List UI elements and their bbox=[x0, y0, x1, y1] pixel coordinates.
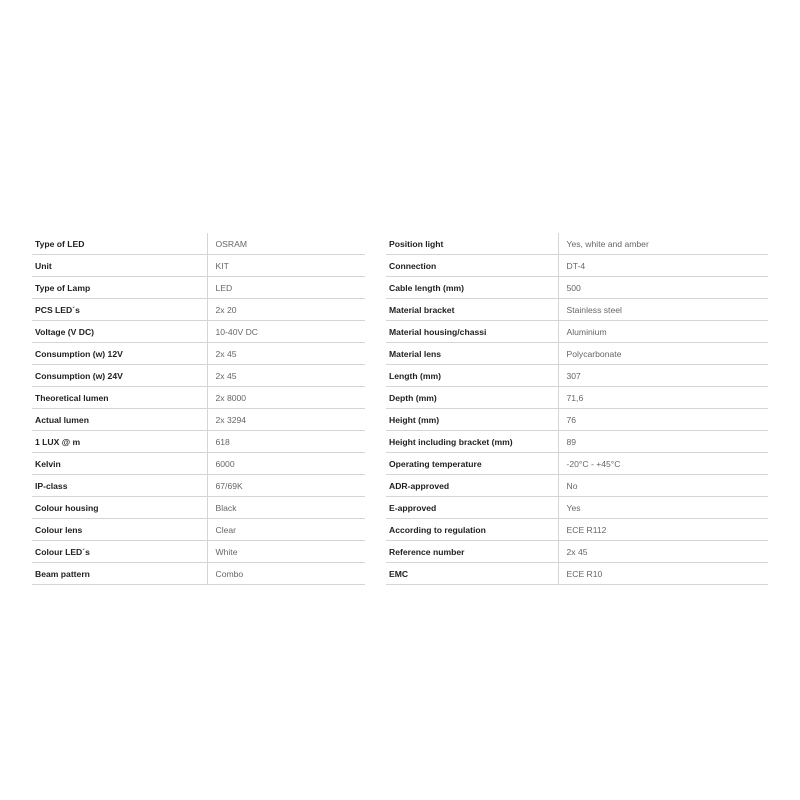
spec-row bbox=[32, 233, 365, 255]
spec-label: Theoretical lumen bbox=[32, 387, 207, 409]
spec-sheet bbox=[32, 233, 768, 579]
spec-row bbox=[32, 409, 365, 431]
spec-label: E-approved bbox=[386, 497, 558, 519]
spec-row bbox=[386, 519, 768, 541]
spec-value: 618 bbox=[207, 431, 365, 453]
spec-row bbox=[32, 563, 365, 585]
spec-label: Connection bbox=[386, 255, 558, 277]
spec-value: 500 bbox=[558, 277, 768, 299]
spec-value: Stainless steel bbox=[558, 299, 768, 321]
spec-value: 2x 20 bbox=[207, 299, 365, 321]
spec-row bbox=[32, 431, 365, 453]
spec-value: 89 bbox=[558, 431, 768, 453]
spec-label: Depth (mm) bbox=[386, 387, 558, 409]
spec-label: Colour housing bbox=[32, 497, 207, 519]
spec-row bbox=[32, 299, 365, 321]
spec-label: Type of Lamp bbox=[32, 277, 207, 299]
spec-row bbox=[386, 387, 768, 409]
spec-row bbox=[386, 541, 768, 563]
spec-value: ECE R10 bbox=[558, 563, 768, 585]
spec-row bbox=[386, 321, 768, 343]
spec-value: ECE R112 bbox=[558, 519, 768, 541]
spec-value: 2x 45 bbox=[207, 343, 365, 365]
spec-value: Yes, white and amber bbox=[558, 233, 768, 255]
spec-value: Yes bbox=[558, 497, 768, 519]
spec-value: 307 bbox=[558, 365, 768, 387]
spec-label: Length (mm) bbox=[386, 365, 558, 387]
spec-row bbox=[386, 409, 768, 431]
spec-label: Position light bbox=[386, 233, 558, 255]
spec-value: LED bbox=[207, 277, 365, 299]
spec-label: According to regulation bbox=[386, 519, 558, 541]
spec-row bbox=[386, 299, 768, 321]
spec-row bbox=[32, 387, 365, 409]
spec-label: Actual lumen bbox=[32, 409, 207, 431]
spec-label: Voltage (V DC) bbox=[32, 321, 207, 343]
spec-value: White bbox=[207, 541, 365, 563]
spec-label: Consumption (w) 12V bbox=[32, 343, 207, 365]
spec-row bbox=[32, 541, 365, 563]
spec-value: Black bbox=[207, 497, 365, 519]
spec-row bbox=[32, 321, 365, 343]
spec-row bbox=[386, 255, 768, 277]
spec-label: Beam pattern bbox=[32, 563, 207, 585]
spec-row bbox=[32, 255, 365, 277]
spec-label: Material bracket bbox=[386, 299, 558, 321]
spec-label: Colour lens bbox=[32, 519, 207, 541]
spec-row bbox=[386, 563, 768, 585]
spec-value: 2x 45 bbox=[558, 541, 768, 563]
spec-value: Polycarbonate bbox=[558, 343, 768, 365]
spec-value: -20°C - +45°C bbox=[558, 453, 768, 475]
spec-row bbox=[386, 497, 768, 519]
spec-label: IP-class bbox=[32, 475, 207, 497]
spec-value: DT-4 bbox=[558, 255, 768, 277]
spec-value: 2x 8000 bbox=[207, 387, 365, 409]
spec-value: Clear bbox=[207, 519, 365, 541]
spec-label: Type of LED bbox=[32, 233, 207, 255]
spec-value: 6000 bbox=[207, 453, 365, 475]
spec-label: Material housing/chassi bbox=[386, 321, 558, 343]
spec-label: Reference number bbox=[386, 541, 558, 563]
spec-row bbox=[32, 365, 365, 387]
spec-label: PCS LED´s bbox=[32, 299, 207, 321]
spec-value: Combo bbox=[207, 563, 365, 585]
spec-label: Height including bracket (mm) bbox=[386, 431, 558, 453]
spec-value: OSRAM bbox=[207, 233, 365, 255]
spec-label: Material lens bbox=[386, 343, 558, 365]
spec-row bbox=[32, 519, 365, 541]
spec-label: EMC bbox=[386, 563, 558, 585]
spec-row bbox=[32, 475, 365, 497]
spec-row bbox=[386, 475, 768, 497]
spec-value: KIT bbox=[207, 255, 365, 277]
spec-row bbox=[386, 277, 768, 299]
spec-value: Aluminium bbox=[558, 321, 768, 343]
spec-value: 76 bbox=[558, 409, 768, 431]
spec-row bbox=[32, 497, 365, 519]
spec-label: Cable length (mm) bbox=[386, 277, 558, 299]
spec-row bbox=[386, 453, 768, 475]
spec-value: 2x 3294 bbox=[207, 409, 365, 431]
spec-value: 67/69K bbox=[207, 475, 365, 497]
spec-row bbox=[386, 431, 768, 453]
spec-row bbox=[386, 365, 768, 387]
spec-label: ADR-approved bbox=[386, 475, 558, 497]
spec-label: Operating temperature bbox=[386, 453, 558, 475]
spec-row bbox=[386, 233, 768, 255]
spec-label: 1 LUX @ m bbox=[32, 431, 207, 453]
spec-label: Colour LED´s bbox=[32, 541, 207, 563]
spec-row bbox=[32, 453, 365, 475]
spec-row bbox=[32, 343, 365, 365]
spec-value: No bbox=[558, 475, 768, 497]
spec-row bbox=[32, 277, 365, 299]
spec-table-right bbox=[386, 233, 768, 585]
spec-value: 71,6 bbox=[558, 387, 768, 409]
spec-label: Consumption (w) 24V bbox=[32, 365, 207, 387]
spec-value: 2x 45 bbox=[207, 365, 365, 387]
spec-value: 10-40V DC bbox=[207, 321, 365, 343]
spec-table-left bbox=[32, 233, 365, 585]
spec-row bbox=[386, 343, 768, 365]
spec-label: Kelvin bbox=[32, 453, 207, 475]
spec-label: Unit bbox=[32, 255, 207, 277]
spec-label: Height (mm) bbox=[386, 409, 558, 431]
